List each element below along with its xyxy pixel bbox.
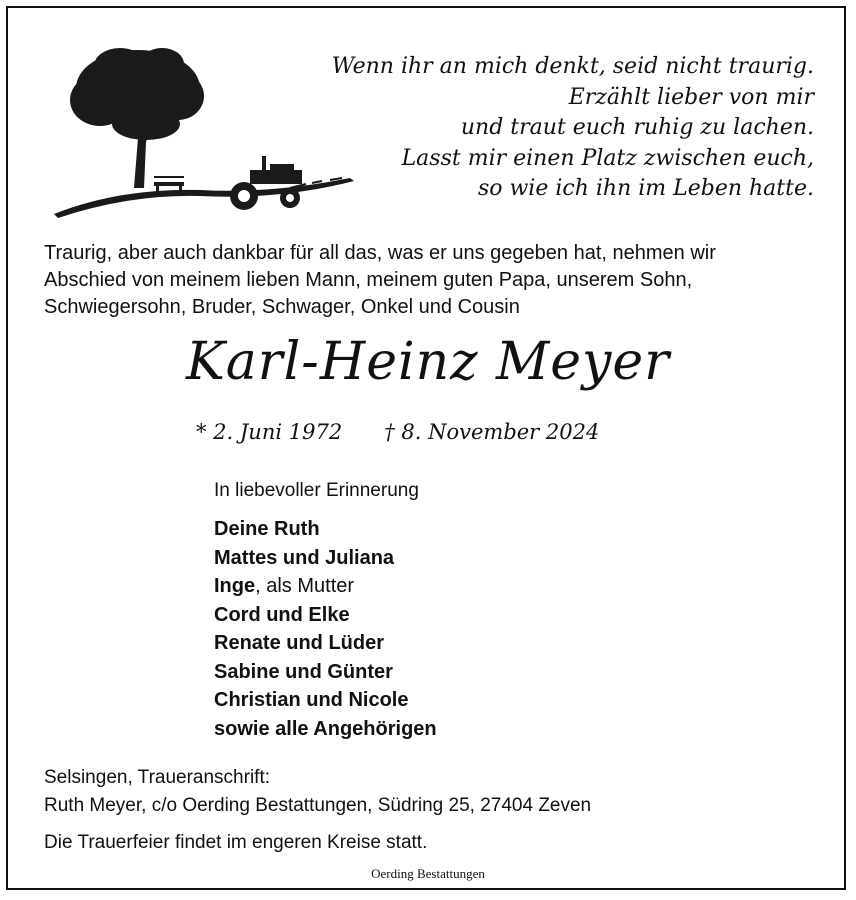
mourner-note: , als Mutter [255,575,355,597]
life-dates [196,420,599,444]
mourner-item [214,544,437,573]
mourner-name: Inge [214,575,256,597]
mourner-name: Deine Ruth [214,518,320,540]
poem-line: Lasst mir einen Platz zwischen euch, [401,145,814,171]
mourner-name: Mattes und Juliana [214,546,395,569]
mourner-item [214,686,437,715]
poem-line: Wenn ihr an mich denkt, seid nicht traurig. [331,54,814,79]
ceremony-note: Die Trauerfeier findet im engeren Kreise statt. [44,832,428,853]
intro-line: Traurig, aber auch dankbar für all das, was er uns gegeben hat, nehmen wir [44,242,716,264]
poem-line: Erzählt lieber von mir [568,84,814,110]
poem [294,52,814,205]
mourning-address [44,764,591,820]
funeral-home-credit: Oerding Bestattungen [371,866,485,881]
birth-date: * 2. Juni 1972 [196,420,343,444]
mourner-item [214,658,437,687]
mourner-item [214,629,437,658]
mourner-name: Christian und Nicole [214,689,409,711]
address-line: Selsingen, Traueranschrift: [44,767,271,788]
mourner-item [214,515,437,544]
mourner-name: Renate und Lüder [214,632,385,654]
intro-text [44,240,824,321]
deceased-name: Karl-Heinz Meyer [185,332,671,392]
death-date: † 8. November 2024 [384,420,600,444]
intro-line: Schwiegersohn, Bruder, Schwager, Onkel und Cousin [44,296,520,318]
mourners-list [214,515,437,743]
poem-line: und traut euch ruhig zu lachen. [460,115,814,140]
address-line: Ruth Meyer, c/o Oerding Bestattungen, Südring 25, 27404 Zeven [44,795,592,816]
mourner-name: Cord und Elke [214,603,350,626]
mourner-item [214,715,437,744]
mourner-item [214,601,437,630]
intro-line: Abschied von meinem lieben Mann, meinem guten Papa, unserem Sohn, [44,269,693,291]
mourner-name: Sabine und Günter [214,660,393,683]
poem-line: so wie ich ihn im Leben hatte. [477,176,814,201]
memory-line: In liebevoller Erinnerung [214,480,419,501]
mourner-name: sowie alle Angehörigen [214,717,437,740]
mourner-item [214,572,437,601]
